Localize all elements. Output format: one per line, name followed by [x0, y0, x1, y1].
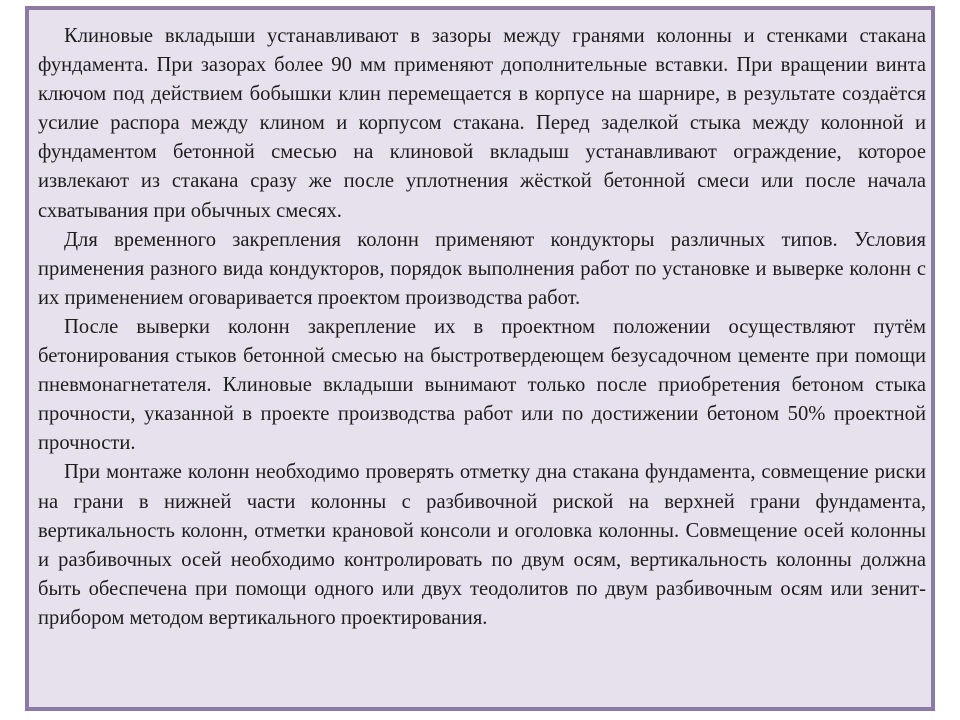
paragraph-4: При монтаже колонн необходимо проверять отметку дна стакана фундамента, совмещение риски на грани в нижней части колонны с разбивочной риской на верхней грани фундамента, вертикальность колонн, отметки крановой консоли и оголовка колонны. Совмещение осей колонны и разбивочных осей необходимо контролировать по двум осям, вертикальность колонны должна быть обеспечена при помощи одного или двух теодолитов по двум разбивочным осям или зенит-прибором методом вертикального проектирования. [38, 461, 926, 629]
text-panel [25, 6, 935, 711]
paragraph-3: После выверки колонн закрепление их в проектном положении осуществляют путём бетонирования стыков бетонной смесью на быстротвердеющем безусадочном цементе при помощи пневмонагнетателя. Клиновые вкладыши вынимают только после приобретения бетоном стыка прочности, указанной в проекте производства работ или по достижении бетоном 50% проектной прочности. [38, 315, 926, 455]
paragraph-1: Клиновые вкладыши устанавливают в зазоры между гранями колонны и стенками стакана фундамента. При зазорах более 90 мм применяют дополнительные вставки. При вращении винта ключом под действием бобышки клин перемещается в корпусе на шарнире, в результате создаётся усилие распора между клином и корпусом стакана. Перед заделкой стыка между колонной и фундаментом бетонной смесью на клиновой вкладыш устанавливают ограждение, которое извлекают из стакана сразу же после уплотнения жёсткой бетонной смеси или после начала схватывания при обычных смесях. [38, 25, 926, 222]
paragraph-2: Для временного закрепления колонн применяют кондукторы различных типов. Условия применения разного вида кондукторов, порядок выполнения работ по установке и выверке колонн с их применением оговаривается проектом производства работ. [38, 228, 926, 309]
